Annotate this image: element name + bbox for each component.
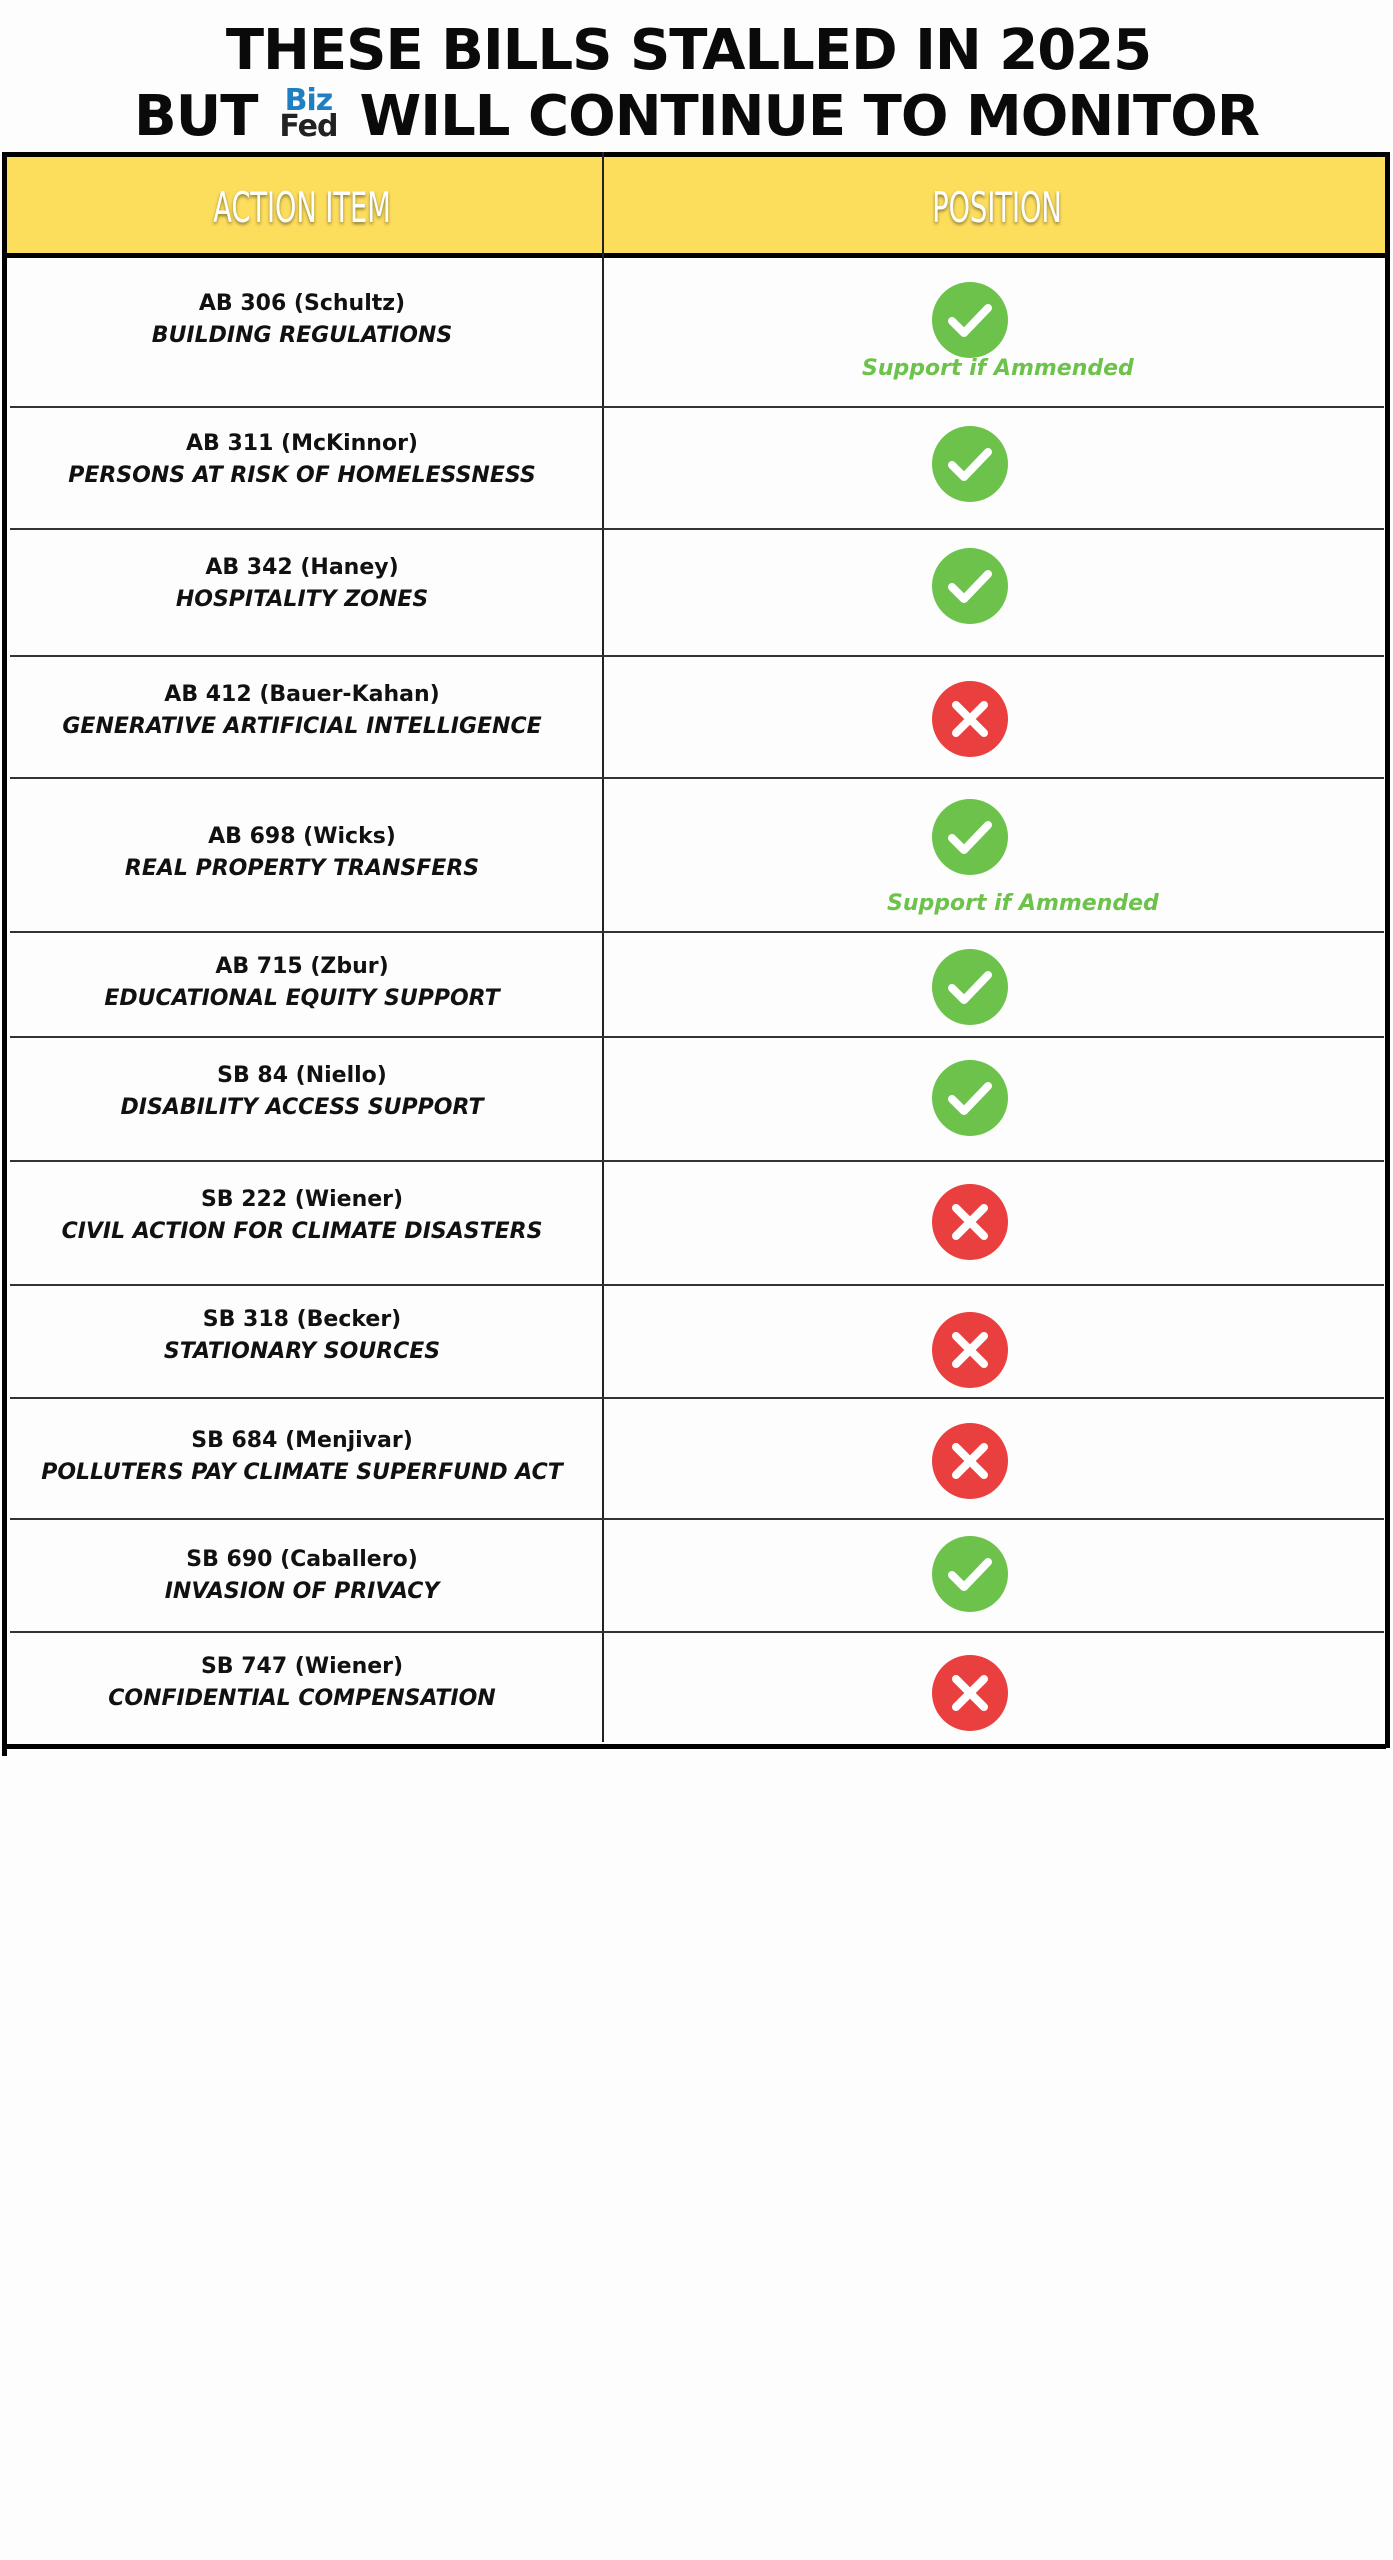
bill-title: POLLUTERS PAY CLIMATE SUPERFUND ACT — [41, 1460, 563, 1485]
bizfed-logo — [279, 82, 338, 144]
logo-biz: Biz — [284, 82, 333, 118]
x-icon — [932, 1423, 1008, 1499]
logo-fed: Fed — [279, 108, 338, 144]
table-header — [2, 152, 1390, 258]
bill-number: AB 311 (McKinnor) — [186, 431, 418, 456]
table-row — [2, 1520, 1390, 1633]
column-header-position: POSITION — [932, 182, 1062, 232]
action-item-cell — [2, 1060, 602, 1124]
table-row — [2, 1286, 1390, 1399]
x-icon — [932, 681, 1008, 757]
check-icon — [932, 1536, 1008, 1612]
bill-title: BUILDING REGULATIONS — [151, 323, 453, 348]
bill-title: REAL PROPERTY TRANSFERS — [124, 856, 480, 881]
bill-number: AB 412 (Bauer-Kahan) — [164, 682, 440, 707]
x-icon — [932, 1655, 1008, 1731]
table-row — [2, 1633, 1390, 1744]
action-item-cell — [2, 1184, 602, 1248]
table-row — [2, 1399, 1390, 1520]
bill-number: AB 306 (Schultz) — [198, 291, 406, 316]
bill-number: SB 222 (Wiener) — [200, 1187, 404, 1212]
bill-number: SB 84 (Niello) — [217, 1063, 387, 1088]
check-icon — [932, 949, 1008, 1025]
check-icon — [932, 799, 1008, 875]
table-row — [2, 657, 1390, 779]
check-icon — [932, 1060, 1008, 1136]
action-item-cell — [2, 288, 602, 352]
table-row — [2, 1038, 1390, 1162]
page-title: THESE BILLS STALLED IN 2025 — [225, 18, 1152, 83]
bill-title: INVASION OF PRIVACY — [164, 1579, 440, 1604]
position-note: Support if Ammended — [862, 356, 1134, 381]
action-item-cell — [2, 1651, 602, 1715]
subtitle-suffix: WILL CONTINUE TO MONITOR — [359, 84, 1259, 149]
action-item-cell — [2, 821, 602, 885]
table-row — [2, 258, 1390, 408]
table-row — [2, 779, 1390, 933]
action-item-cell — [2, 1425, 602, 1489]
bill-title: STATIONARY SOURCES — [163, 1339, 441, 1364]
bill-number: AB 342 (Haney) — [205, 555, 399, 580]
table-border-bottom — [2, 1744, 1386, 1749]
bill-title: PERSONS AT RISK OF HOMELESSNESS — [68, 463, 536, 488]
position-note: Support if Ammended — [887, 891, 1159, 916]
bill-number: SB 684 (Menjivar) — [191, 1428, 413, 1453]
bill-title: CIVIL ACTION FOR CLIMATE DISASTERS — [61, 1219, 543, 1244]
bill-number: AB 715 (Zbur) — [215, 954, 389, 979]
action-item-cell — [2, 1304, 602, 1368]
action-item-cell — [2, 679, 602, 743]
table-row — [2, 933, 1390, 1038]
bill-number: SB 690 (Caballero) — [186, 1547, 418, 1572]
x-icon — [932, 1184, 1008, 1260]
table-row — [2, 408, 1390, 530]
column-header-action-item: ACTION ITEM — [213, 182, 391, 232]
action-item-cell — [2, 951, 602, 1015]
action-item-cell — [2, 1544, 602, 1608]
action-item-cell — [2, 552, 602, 616]
bills-table — [2, 152, 1390, 1748]
bill-title: GENERATIVE ARTIFICIAL INTELLIGENCE — [62, 714, 542, 739]
page-subtitle — [0, 84, 1393, 149]
bill-title: EDUCATIONAL EQUITY SUPPORT — [104, 986, 500, 1011]
bill-title: DISABILITY ACCESS SUPPORT — [120, 1095, 484, 1120]
bill-title: CONFIDENTIAL COMPENSATION — [108, 1686, 496, 1711]
x-icon — [932, 1312, 1008, 1388]
bill-number: SB 747 (Wiener) — [200, 1654, 404, 1679]
subtitle-prefix: BUT — [134, 84, 258, 149]
bill-number: SB 318 (Becker) — [202, 1307, 402, 1332]
check-icon — [932, 426, 1008, 502]
check-icon — [932, 282, 1008, 358]
table-row — [2, 1162, 1390, 1286]
table-row — [2, 530, 1390, 657]
bill-number: AB 698 (Wicks) — [208, 824, 396, 849]
action-item-cell — [2, 428, 602, 492]
check-icon — [932, 548, 1008, 624]
bill-title: HOSPITALITY ZONES — [175, 587, 429, 612]
